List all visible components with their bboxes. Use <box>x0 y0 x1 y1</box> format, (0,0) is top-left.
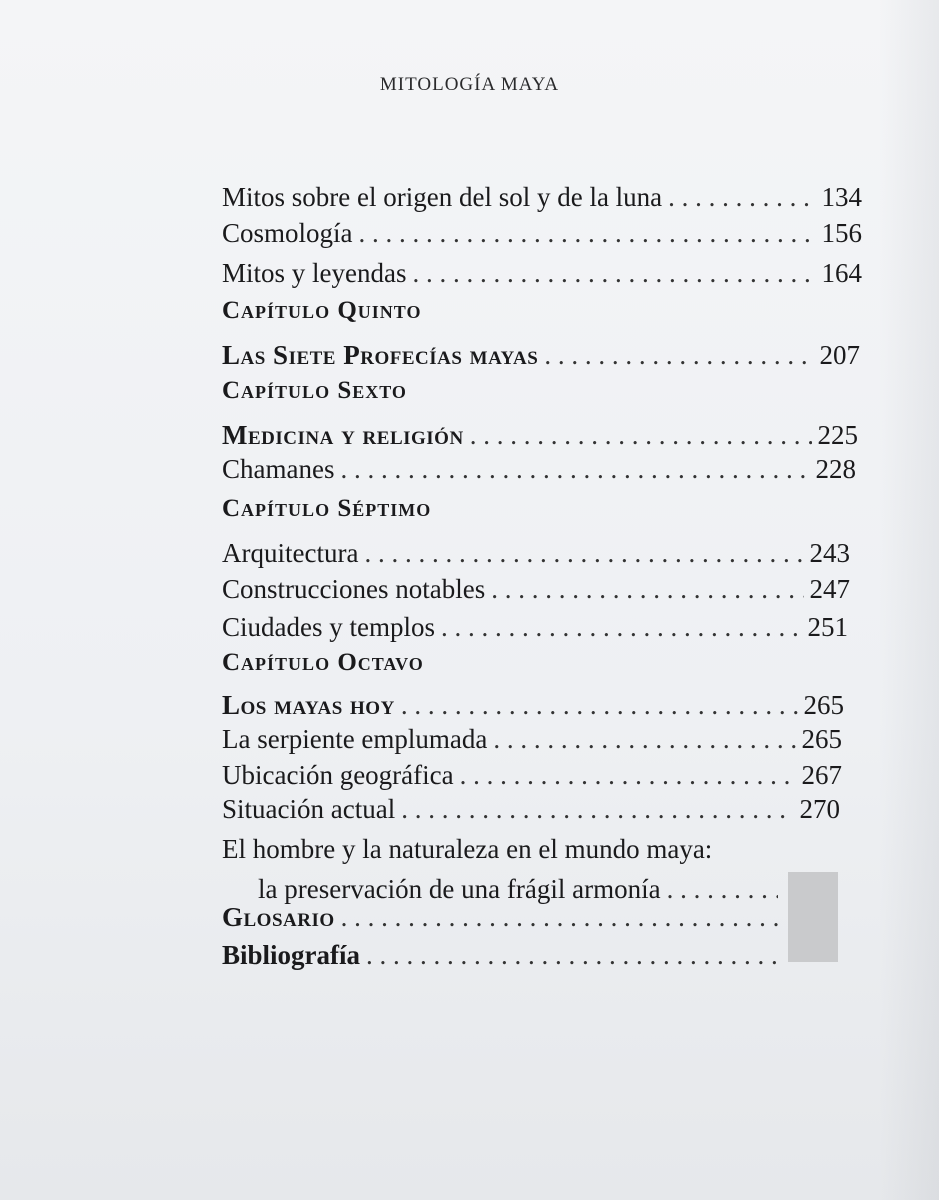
leader-dots <box>470 418 812 452</box>
toc-entry-title: Arquitectura <box>222 538 359 568</box>
toc-entry-page: 243 <box>809 538 850 568</box>
leader-dots <box>364 536 803 570</box>
toc-entry <box>222 338 860 372</box>
toc-entry-title: la preservación de una frágil armonía <box>258 874 661 904</box>
toc-entry-title: Cosmología <box>222 218 353 248</box>
leader-dots <box>401 792 793 826</box>
toc-entry <box>222 572 850 606</box>
chapter-heading: Capítulo Quinto <box>222 297 422 324</box>
toc-entry-page: 225 <box>817 420 858 450</box>
toc-entry-page: 156 <box>821 218 862 248</box>
leader-dots <box>359 216 816 250</box>
toc-entry-title: Construcciones notables <box>222 574 486 604</box>
toc-entry <box>222 418 858 452</box>
leader-dots <box>441 610 802 644</box>
leader-dots <box>341 900 778 934</box>
leader-dots <box>366 938 786 972</box>
leader-dots <box>668 180 815 214</box>
leader-dots <box>491 572 803 606</box>
toc-entry <box>222 452 856 486</box>
toc-entry-title: Ubicación geográfica <box>222 760 454 790</box>
toc-entry <box>222 938 792 972</box>
toc-entry-title: La serpiente emplumada <box>222 724 488 754</box>
toc-entry-page: 270 <box>799 794 840 824</box>
toc-entry-title: Los mayas hoy <box>222 690 395 720</box>
toc-entry-page: 267 <box>801 760 842 790</box>
toc-entry-page: 251 <box>807 612 848 642</box>
toc-entry-title: Medicina y religión <box>222 420 464 450</box>
toc-entry-title: Ciudades y templos <box>222 612 435 642</box>
toc-entry-page: 265 <box>803 690 844 720</box>
toc-entry <box>222 610 848 644</box>
toc-entry <box>222 792 840 826</box>
toc-entry <box>222 722 842 756</box>
leader-dots <box>460 758 796 792</box>
toc-entry-page: 247 <box>809 574 850 604</box>
toc-entry-title: El hombre y la naturaleza en el mundo maya: <box>222 834 713 864</box>
toc-entry-title: Situación actual <box>222 794 396 824</box>
toc-entry <box>222 256 862 290</box>
toc-entry-page: 207 <box>819 340 860 370</box>
toc-entry <box>222 900 784 934</box>
running-head: MITOLOGÍA MAYA <box>379 74 560 95</box>
leader-dots <box>412 256 815 290</box>
toc-entry <box>222 180 862 214</box>
toc-entry <box>222 758 842 792</box>
toc-entry <box>222 536 850 570</box>
toc-entry-title: Chamanes <box>222 454 335 484</box>
toc-entry-title: Bibliografía <box>222 940 361 970</box>
leader-dots <box>544 338 813 372</box>
toc-entry-title: Glosario <box>222 902 335 932</box>
toc-entry-page: 228 <box>815 454 856 484</box>
toc-entry-title: Las Siete Profecías mayas <box>222 340 539 370</box>
toc-entry <box>222 216 862 250</box>
chapter-heading: Capítulo Séptimo <box>222 495 432 522</box>
toc-entry-title: Mitos sobre el origen del sol y de la luna <box>222 182 663 212</box>
toc-entry-page: 265 <box>801 724 842 754</box>
toc-entry-page: 164 <box>821 258 862 288</box>
leader-dots <box>493 722 795 756</box>
toc-entry-title: Mitos y leyendas <box>222 258 407 288</box>
redacted-page-numbers <box>788 872 838 962</box>
chapter-heading: Capítulo Sexto <box>222 377 407 404</box>
leader-dots <box>340 452 809 486</box>
toc-entry <box>222 688 844 722</box>
chapter-heading: Capítulo Octavo <box>222 649 424 676</box>
leader-dots <box>401 688 798 722</box>
toc-entry-page: 134 <box>821 182 862 212</box>
